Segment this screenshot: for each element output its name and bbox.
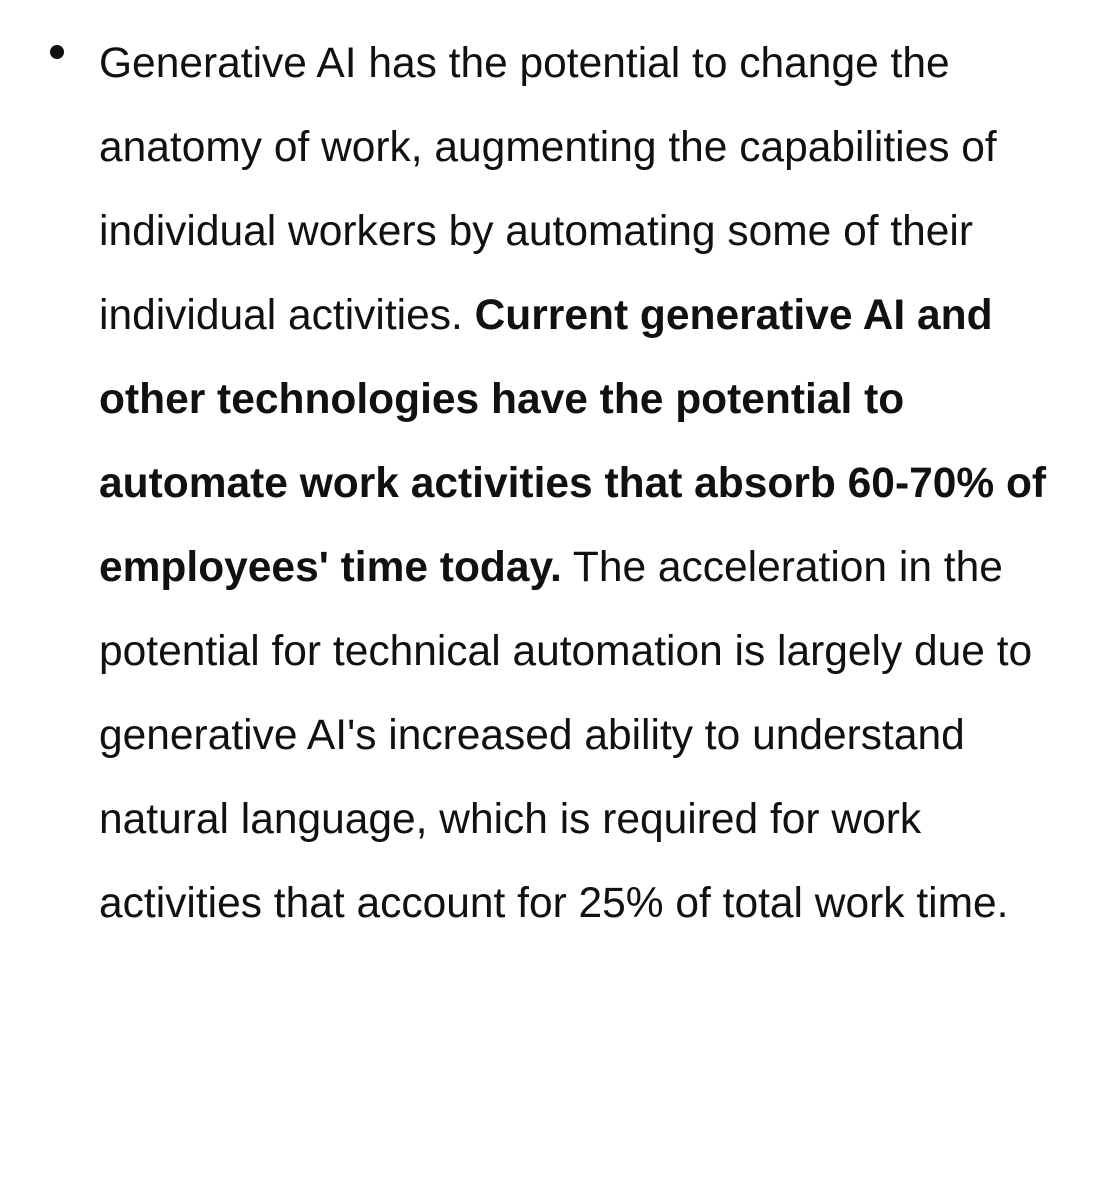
bullet-point-icon [50, 45, 64, 59]
bullet-tail-text: The acceleration in the potential for technical automation is largely due to generative AI's increased ability to understand natural language, which is required for work activities that account for 25% of total work time. [99, 544, 1033, 927]
bullet-bold-text: Current generative AI and other technologies have the potential to automate work activities that absorb 60-70% of employees' time today. [99, 292, 1047, 591]
bullet-lead-text: Generative AI has the potential to change the anatomy of work, augmenting the capabilities of individual workers by automating some of their individual activities. [99, 40, 997, 339]
bullet-paragraph [99, 22, 1059, 946]
